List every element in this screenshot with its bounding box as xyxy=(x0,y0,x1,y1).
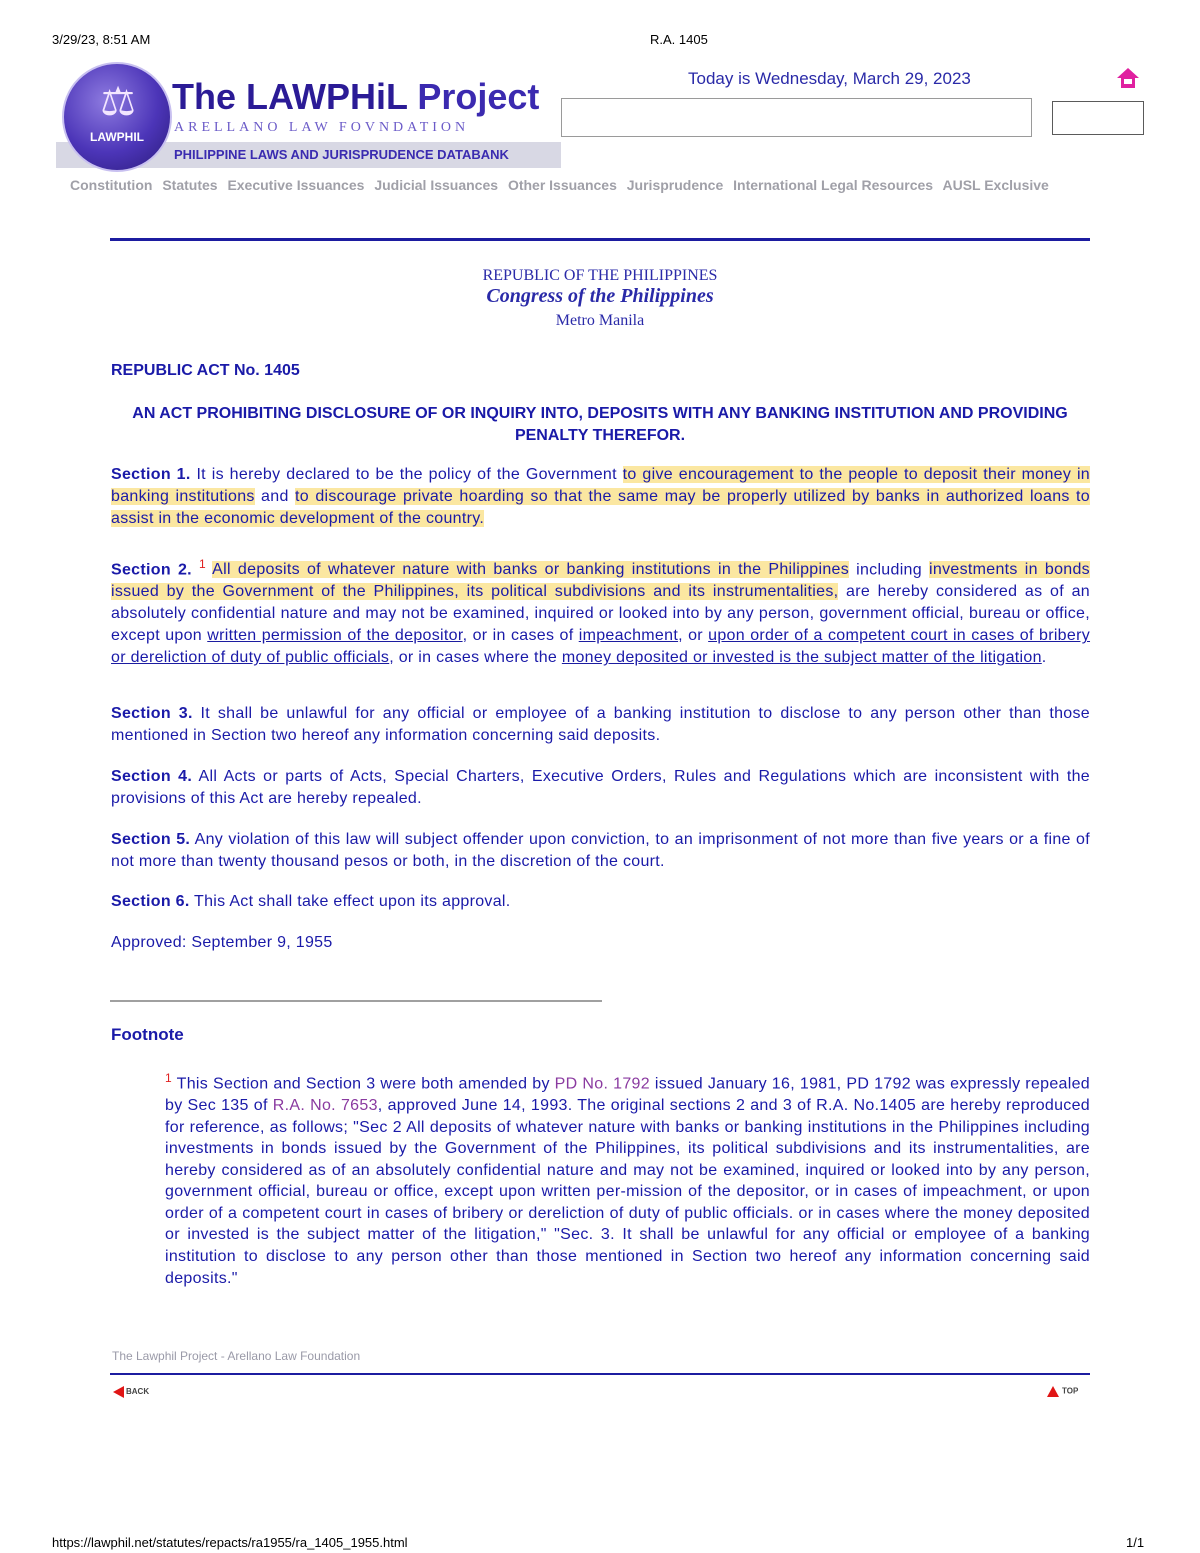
home-icon[interactable] xyxy=(1115,66,1141,90)
approved-date: Approved: September 9, 1955 xyxy=(111,934,333,951)
nav-ausl-exclusive[interactable]: AUSL Exclusive xyxy=(942,177,1049,193)
top-divider xyxy=(110,238,1090,241)
section-2-underline-1: written permission of the depositor xyxy=(207,627,463,645)
back-arrow-icon xyxy=(113,1386,124,1398)
doc-header-location: Metro Manila xyxy=(555,312,645,329)
scales-of-justice-icon: ⚖ xyxy=(100,80,136,124)
nav-international-legal-resources[interactable]: International Legal Resources xyxy=(733,177,934,193)
section-2-text-h: , or xyxy=(678,627,709,645)
print-datetime: 3/29/23, 8:51 AM xyxy=(52,32,151,47)
section-2-underline-2: impeachment xyxy=(578,627,679,645)
footnote-body xyxy=(165,1068,1090,1289)
site-title-brand: LAWPHiL xyxy=(246,76,408,117)
doc-header-congress: Congress of the Philippines xyxy=(486,285,714,307)
nav-statutes[interactable]: Statutes xyxy=(162,177,218,193)
lawphil-seal-logo[interactable] xyxy=(62,62,172,172)
section-2-text-f: , or in cases of xyxy=(462,627,579,645)
nav-executive-issuances[interactable]: Executive Issuances xyxy=(227,177,365,193)
section-3-label: Section 3. xyxy=(111,705,193,722)
section-1-label: Section 1. xyxy=(111,466,191,483)
section-1-highlight-1: to give encouragement to the people to deposit their money in banking institutions xyxy=(111,466,1091,505)
section-3 xyxy=(111,703,1090,747)
section-4-label: Section 4. xyxy=(111,768,193,785)
main-nav xyxy=(70,177,1055,193)
section-4 xyxy=(111,766,1090,810)
ra-number: REPUBLIC ACT No. 1405 xyxy=(111,362,300,379)
ra-7653-link[interactable]: R.A. No. 7653 xyxy=(272,1096,378,1114)
seal-text: LAWPHIL xyxy=(90,130,144,144)
section-5-label: Section 5. xyxy=(111,831,191,848)
pd-1792-link[interactable]: PD No. 1792 xyxy=(554,1075,650,1093)
search-input[interactable] xyxy=(561,98,1032,137)
nav-other-issuances[interactable]: Other Issuances xyxy=(507,177,617,193)
section-6-label: Section 6. xyxy=(111,893,190,910)
section-5 xyxy=(111,829,1090,873)
section-2 xyxy=(111,553,1090,669)
section-2-text-d: are hereby considered as of an absolutely confidential nature and may not be examined, inquired or looked into by any person, government official, bureau or office, except upon xyxy=(111,583,1090,645)
section-2-text-b: including xyxy=(849,561,930,579)
search-button[interactable] xyxy=(1052,101,1144,135)
nav-judicial-issuances[interactable]: Judicial Issuances xyxy=(374,177,499,193)
section-1 xyxy=(111,464,1090,530)
footnote-text-b: issued January 16, 1981, PD 1792 was expressly repealed by Sec 135 of xyxy=(165,1075,1090,1114)
section-1-highlight-2: to discourage private hoarding so that the same may be properly utilized by banks in authorized loans to assist in the economic development of the country. xyxy=(111,488,1090,527)
section-1-text-c: and xyxy=(254,488,296,505)
section-2-text-j: , or in cases where the xyxy=(389,649,562,667)
nav-jurisprudence[interactable]: Jurisprudence xyxy=(626,177,724,193)
site-subtitle: ARELLANO LAW FOVNDATION xyxy=(174,120,470,135)
section-5-text: Any violation of this law will subject offender upon conviction, to an imprisonment of not more than five years or a fine of not more than twenty thousand pesos or both, in the discretion of the court. xyxy=(111,831,1090,870)
top-label: TOP xyxy=(1062,1386,1079,1396)
logo-band-text: PHILIPPINE LAWS AND JURISPRUDENCE DATABANK xyxy=(174,147,509,162)
footnote-ref-1[interactable]: 1 xyxy=(198,557,206,571)
back-label: BACK xyxy=(126,1387,150,1397)
footer-credit: The Lawphil Project - Arellano Law Foundation xyxy=(112,1349,361,1363)
footnote-text-a: This Section and Section 3 were both amended by xyxy=(171,1075,555,1093)
section-2-underline-3: upon order of a competent court in cases of bribery or dereliction of duty of public officials xyxy=(111,627,1091,667)
section-2-label: Section 2. xyxy=(111,561,192,579)
section-2-underline-4: money deposited or invested is the subject matter of the litigation xyxy=(561,649,1042,667)
site-title-suffix: Project xyxy=(407,76,540,117)
section-6 xyxy=(111,891,1090,913)
today-date: Today is Wednesday, March 29, 2023 xyxy=(688,69,971,88)
back-button[interactable] xyxy=(113,1386,149,1398)
print-doc-title: R.A. 1405 xyxy=(650,32,708,47)
act-title: AN ACT PROHIBITING DISCLOSURE OF OR INQUIRY INTO, DEPOSITS WITH ANY BANKING INSTITUTION AND PROVIDING PENALTY THEREFOR. xyxy=(132,405,1068,444)
section-2-text-l: . xyxy=(1041,649,1047,667)
section-3-text: It shall be unlawful for any official or employee of a banking institution to disclose to any person other than those mentioned in Section two hereof any information concerning said deposits. xyxy=(111,705,1090,744)
site-title-prefix: The xyxy=(172,76,247,117)
footnote-divider xyxy=(110,1000,602,1002)
print-url: https://lawphil.net/statutes/repacts/ra1955/ra_1405_1955.html xyxy=(52,1535,408,1550)
section-6-text: This Act shall take effect upon its approval. xyxy=(189,893,511,910)
top-button[interactable] xyxy=(1047,1386,1078,1397)
section-1-text-a: It is hereby declared to be the policy of the Government xyxy=(190,466,623,483)
section-4-text: All Acts or parts of Acts, Special Charters, Executive Orders, Rules and Regulations which are inconsistent with the provisions of this Act are hereby repealed. xyxy=(111,768,1090,807)
top-arrow-icon xyxy=(1047,1386,1059,1397)
nav-constitution[interactable]: Constitution xyxy=(70,177,153,193)
site-title[interactable] xyxy=(172,76,539,118)
section-2-highlight-2: investments in bonds issued by the Government of the Philippines, its political subdivisions and its instrumentalities, xyxy=(111,561,1090,601)
doc-header-republic: REPUBLIC OF THE PHILIPPINES xyxy=(482,267,718,284)
footnote-number: 1 xyxy=(165,1071,172,1085)
bottom-divider xyxy=(110,1373,1090,1375)
print-page-number: 1/1 xyxy=(1126,1535,1145,1550)
section-2-highlight-1: All deposits of whatever nature with banks or banking institutions in the Philippines xyxy=(212,561,850,579)
footnote-text-c: , approved June 14, 1993. The original sections 2 and 3 of R.A. No.1405 are hereby reproduced for reference, as follows; "Sec 2 All deposits of whatever nature with banks or banking institutions in the Philippines including investments in bonds issued by the Government of the Philippines, its political subdivisions and its instrumentalities, are hereby considered as of an absolutely confidential nature and may not be examined, inquired or looked into by any person, government official, bureau or office, except upon written per-mission of the depositor, or in cases of impeachment, or upon order of a competent court in cases of bribery or dereliction of duty of public officials. or in cases where the money deposited or invested is the subject matter of the litigation," "Sec. 3. It shall be unlawful for any official or employee of a banking institution to disclose to any person other than those mentioned in Section two hereof any information concerning said deposits." xyxy=(165,1096,1090,1287)
footnote-heading: Footnote xyxy=(111,1025,184,1044)
